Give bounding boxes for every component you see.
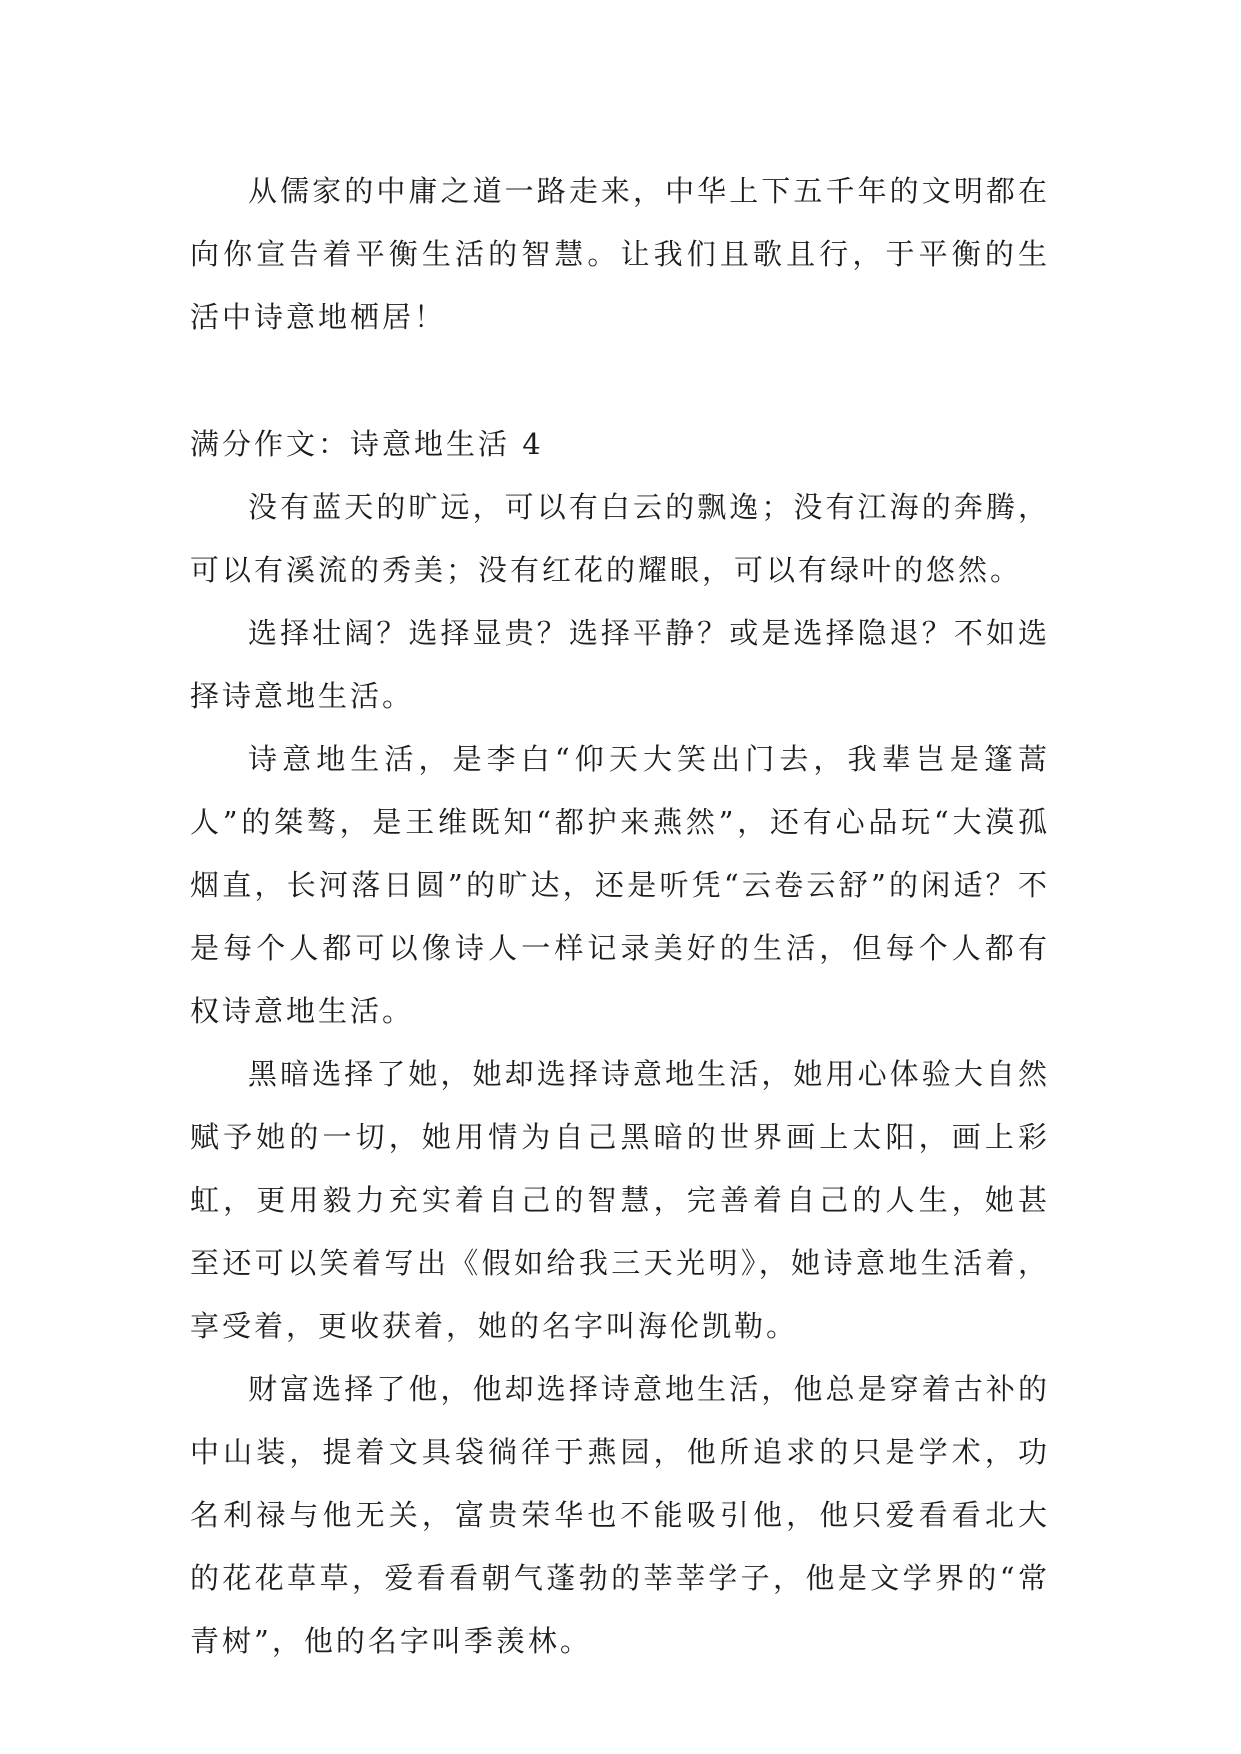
body-paragraph-4: 黑暗选择了她，她却选择诗意地生活，她用心体验大自然赋予她的一切，她用情为自己黑暗的世界画上太阳，画上彩虹，更用毅力充实着自己的智慧，完善着自己的人生，她甚至还可以笑着写出《假如给我三天光明》，她诗意地生活着，享受着，更收获着，她的名字叫海伦凯勒。 — [190, 1057, 1050, 1343]
document-body — [190, 160, 1050, 1673]
intro-paragraph: 从儒家的中庸之道一路走来，中华上下五千年的文明都在向你宣告着平衡生活的智慧。让我们且歌且行，于平衡的生活中诗意地栖居！ — [190, 174, 1050, 334]
body-paragraph-3: 诗意地生活，是李白“仰天大笑出门去，我辈岂是篷蒿人”的桀骜，是王维既知“都护来燕然”，还有心品玩“大漠孤烟直，长河落日圆”的旷达，还是听凭“云卷云舒”的闲适？不是每个人都可以像诗人一样记录美好的生活，但每个人都有权诗意地生活。 — [190, 742, 1050, 1028]
section-title: 满分作文：诗意地生活 4 — [190, 427, 544, 461]
section-spacer — [190, 349, 1050, 413]
body-paragraph-2: 选择壮阔？选择显贵？选择平静？或是选择隐退？不如选择诗意地生活。 — [190, 616, 1050, 713]
body-paragraph-5: 财富选择了他，他却选择诗意地生活，他总是穿着古补的中山装，提着文具袋徜徉于燕园，他所追求的只是学术，功名利禄与他无关，富贵荣华也不能吸引他，他只爱看看北大的花花草草，爱看看朝气蓬勃的莘莘学子，他是文学界的“常青树”，他的名字叫季羡林。 — [190, 1372, 1050, 1658]
body-paragraph-1: 没有蓝天的旷远，可以有白云的飘逸；没有江海的奔腾，可以有溪流的秀美；没有红花的耀眼，可以有绿叶的悠然。 — [190, 490, 1050, 587]
